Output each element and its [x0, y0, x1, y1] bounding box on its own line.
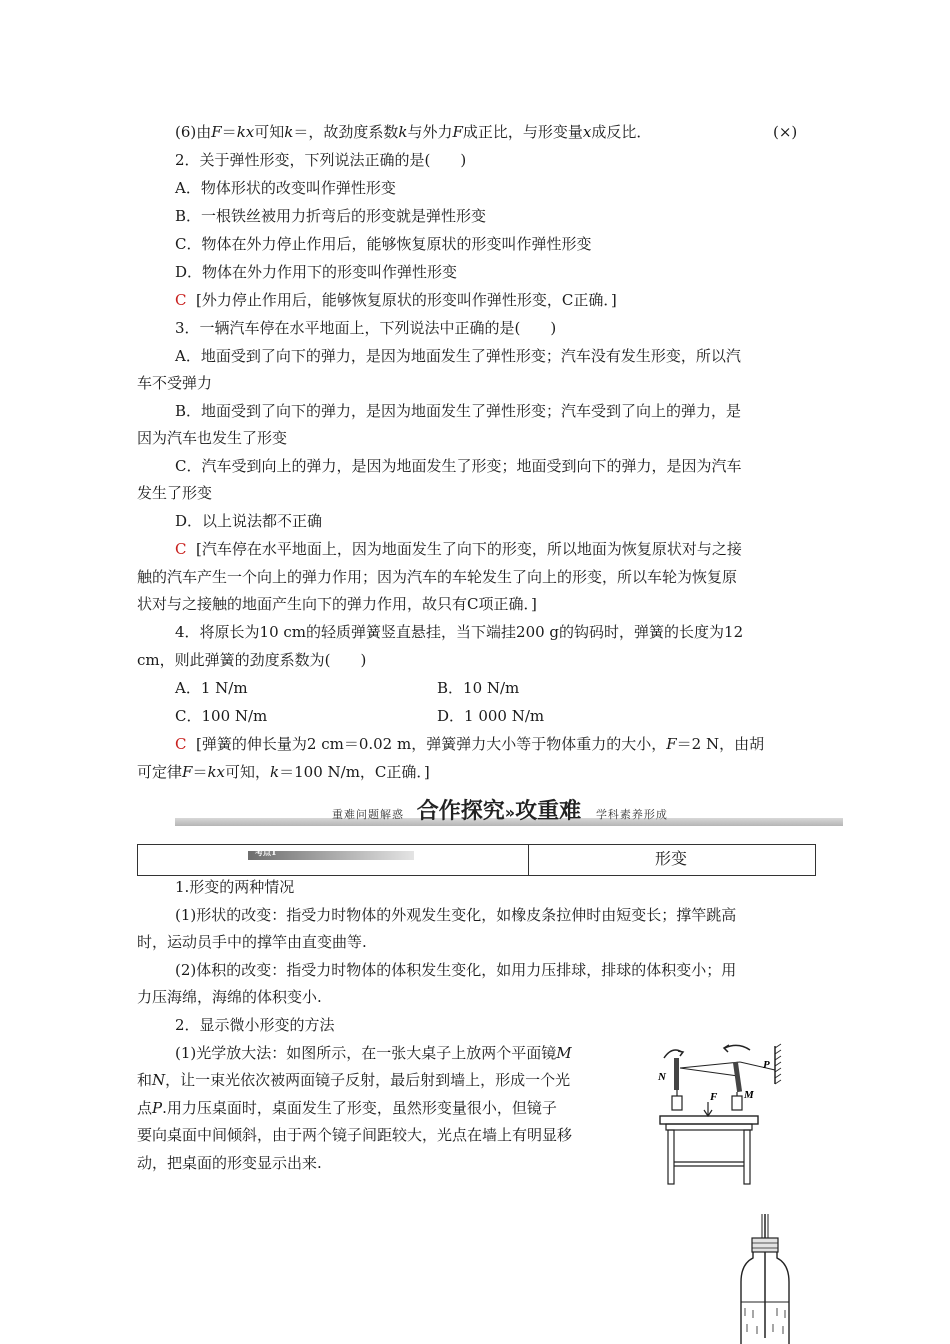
- topic-box: [137, 844, 816, 876]
- q2-stem: 2．关于弹性形变，下列说法正确的是( ): [175, 151, 467, 169]
- q2-option-b: B．一根铁丝被用力折弯后的形变就是弹性形变: [175, 207, 487, 225]
- q4-expl-2a: 可定律: [137, 763, 183, 781]
- q4-explanation-2: [137, 762, 430, 782]
- q6-eq: ＝: [221, 123, 237, 141]
- figure-label-M: M: [744, 1089, 754, 1101]
- section2-heading: 2．显示微小形变的方法: [175, 1016, 335, 1034]
- q3-option-a-2: 车不受弹力: [137, 374, 213, 392]
- section2-line-4: 要向桌面中间倾斜，由于两个镜子间距较大，光点在墙上有明显移: [137, 1126, 573, 1144]
- q3-option-a-1: A．地面受到了向下的弹力，是因为地面发生了弹性形变；汽车没有发生形变，所以汽: [175, 347, 741, 365]
- banner-main-a: 合作探究: [416, 799, 505, 824]
- q2-option-c: C．物体在外力停止作用后，能够恢复原状的形变叫作弹性形变: [175, 235, 592, 253]
- q4-option-b: B．10 N/m: [437, 679, 520, 697]
- q6-k2: k: [398, 123, 408, 141]
- topic-tag: 考点1: [255, 847, 277, 857]
- banner-sep: »: [504, 803, 516, 822]
- section2-l1-text: (1)光学放大法：如图所示，在一张大桌子上放两个平面镜: [175, 1044, 557, 1062]
- q4-option-a: A．1 N/m: [175, 679, 248, 697]
- section2-line-1: [175, 1043, 572, 1063]
- banner-main-b: 攻重难: [515, 799, 582, 824]
- q3-option-b-1: B．地面受到了向下的弹力，是因为地面发生了弹性形变；汽车受到了向上的弹力，是: [175, 402, 742, 420]
- q4-expl-2b: ＝: [192, 763, 208, 781]
- figure-label-N: N: [658, 1071, 666, 1083]
- section1-line-3: (2)体积的改变：指受力时物体的体积发生变化，如用力压排球，排球的体积变小；用: [175, 961, 737, 979]
- q3-option-c-1: C．汽车受到向上的弹力，是因为地面发生了形变；地面受到向下的弹力，是因为汽车: [175, 457, 742, 475]
- q4-answer: C: [175, 735, 187, 753]
- q6-rest1: ＝，故劲度系数: [293, 123, 399, 141]
- q2-answer: C: [175, 291, 187, 309]
- q6-kx: kx: [236, 123, 255, 141]
- q6-line: [175, 122, 651, 142]
- q6-mark: (×): [773, 123, 798, 141]
- q3-stem: 3．一辆汽车停在水平地面上，下列说法中正确的是( ): [175, 319, 557, 337]
- mirror-table-figure: [650, 1038, 795, 1186]
- q2-answer-line: [175, 290, 617, 310]
- q2-option-d: D．物体在外力作用下的形变叫作弹性形变: [175, 263, 458, 281]
- section1-line-1: (1)形状的改变：指受力时物体的外观发生变化，如橡皮条拉伸时由短变长；撑竿跳高: [175, 906, 737, 924]
- q6-rest4: 成反比．: [591, 123, 652, 141]
- figure-label-F: F: [710, 1091, 718, 1103]
- q3-answer-line: [175, 539, 742, 559]
- q4-option-d: D．1 000 N/m: [437, 707, 545, 725]
- q3-explanation-2: 触的汽车产生一个向上的弹力作用；因为汽车的车轮发生了向上的形变，所以车轮为恢复原: [137, 568, 738, 586]
- q3-explanation-1: [汽车停在水平地面上，因为地面发生了向下的形变，所以地面为恢复原状对与之接: [196, 540, 742, 558]
- bottle-figure: [735, 1210, 795, 1344]
- q4-explanation-1b: ＝2 N，由胡: [676, 735, 765, 753]
- q3-answer: C: [175, 540, 187, 558]
- q4-stem-2: cm，则此弹簧的劲度系数为( ): [137, 651, 367, 669]
- q4-expl-2d: ＝100 N/m，C正确．]: [279, 763, 430, 781]
- section2-l2-text: ，让一束光依次被两面镜子反射，最后射到墙上，形成一个光: [165, 1071, 571, 1089]
- q6-rest2: 与外力: [407, 123, 453, 141]
- q3-option-c-2: 发生了形变: [137, 484, 213, 502]
- q3-option-d: D．以上说法都不正确: [175, 512, 323, 530]
- q3-option-b-2: 因为汽车也发生了形变: [137, 429, 288, 447]
- section2-l3-text: .用力压桌面时，桌面发生了形变，虽然形变量很小，但镜子: [162, 1099, 557, 1117]
- q4-expl-kx: kx: [207, 763, 226, 781]
- q6-rest3: 成正比，与形变量: [462, 123, 583, 141]
- section1-heading: 1.形变的两种情况: [175, 878, 295, 896]
- section2-P: P: [152, 1099, 163, 1117]
- q4-option-c: C．100 N/m: [175, 707, 268, 725]
- q4-expl-2c: 可知，: [225, 763, 271, 781]
- banner-left: 重难问题解惑: [332, 808, 404, 821]
- q4-answer-line: [175, 734, 764, 754]
- section2-N: N: [152, 1071, 166, 1089]
- q4-expl-k: k: [270, 763, 280, 781]
- q3-explanation-3: 状对与之接触的地面产生向下的弹力作用，故只有C项正确．]: [137, 595, 537, 613]
- q6-k: k: [284, 123, 294, 141]
- banner-right: 学科素养形成: [595, 808, 668, 821]
- topic-title: 形变: [655, 849, 688, 868]
- section1-line-2: 时，运动员手中的撑竿由直变曲等.: [137, 933, 367, 951]
- q6-F: F: [211, 123, 222, 141]
- section2-l2-and: 和: [137, 1071, 153, 1089]
- q4-expl-F2: F: [182, 763, 193, 781]
- q4-expl-F: F: [666, 735, 677, 753]
- q2-option-a: A．物体形状的改变叫作弹性形变: [175, 179, 396, 197]
- section2-line-3: [137, 1098, 557, 1118]
- q6-text: (6)由: [175, 123, 212, 141]
- section2-line-2: [137, 1070, 570, 1090]
- section2-line-5: 动，把桌面的形变显示出来.: [137, 1154, 322, 1172]
- banner: [332, 794, 668, 825]
- q2-explanation: [外力停止作用后，能够恢复原状的形变叫作弹性形变，C正确．]: [196, 291, 617, 309]
- q4-explanation-1: [弹簧的伸长量为2 cm＝0.02 m，弹簧弹力大小等于物体重力的大小，: [196, 735, 667, 753]
- figure-label-P: P: [763, 1059, 770, 1071]
- q6-F2: F: [452, 123, 463, 141]
- q6-mid: 可知: [254, 123, 285, 141]
- q6-x: x: [582, 123, 592, 141]
- topic-box-divider: [528, 844, 529, 875]
- section1-line-4: 力压海绵，海绵的体积变小.: [137, 988, 322, 1006]
- section2-M: M: [556, 1044, 572, 1062]
- q4-stem-1: 4．将原长为10 cm的轻质弹簧竖直悬挂，当下端挂200 g的钩码时，弹簧的长度为12: [175, 623, 744, 641]
- section2-l3-dot: 点: [137, 1099, 153, 1117]
